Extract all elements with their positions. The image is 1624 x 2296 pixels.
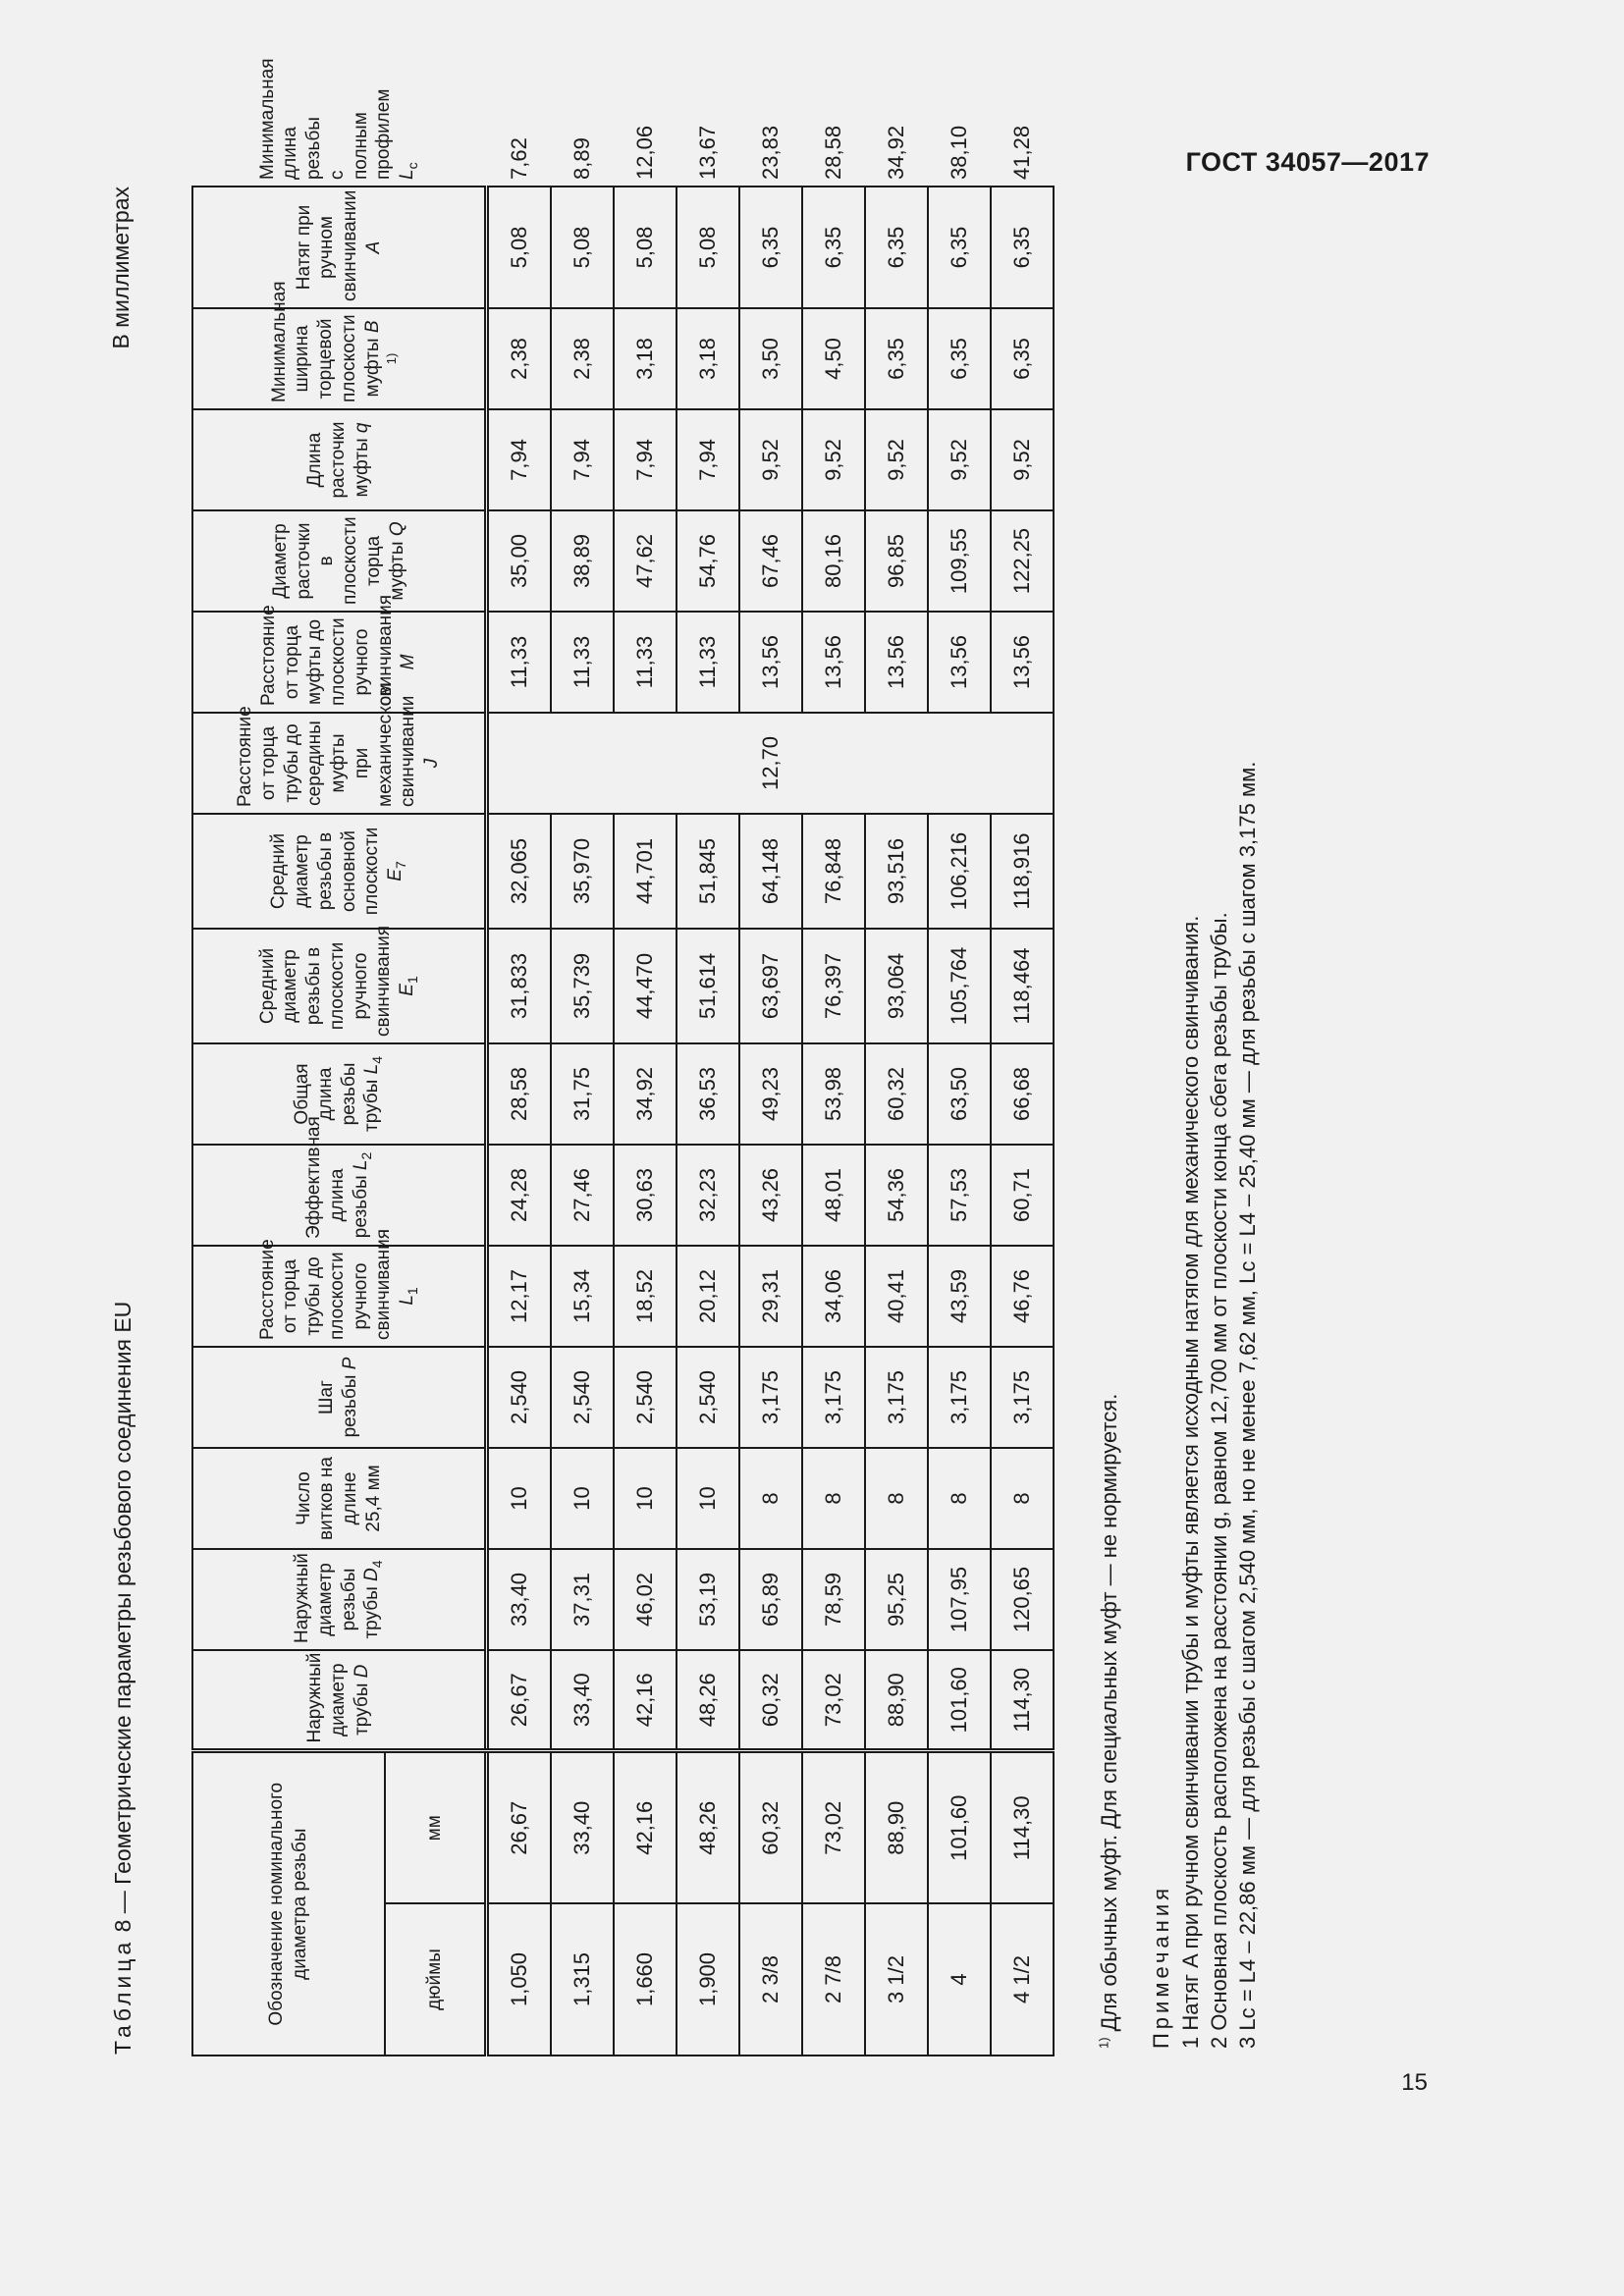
footnote: $^{1)}$ Для обычных муфт. Для специальных муфт — не нормируется. bbox=[1096, 1393, 1121, 2049]
header-col-b: Минимальная ширина торцевой плоскости муфты B $^{1)}$ bbox=[192, 308, 487, 409]
header-col-j: Расстояние от торца трубы до середины муфты при механическом свинчивании J bbox=[192, 713, 487, 814]
header-col-l4: Общая длина резьбы трубы $L_4$ bbox=[192, 1043, 487, 1145]
header-col-e7: Средний диаметр резьбы в основной плоскости $E_7$ bbox=[192, 814, 487, 929]
header-mm: мм bbox=[385, 1751, 487, 1903]
table-row: 1,315 33,40 33,40 37,31 10 2,540 15,34 27,46 31,75 35,739 35,970 11,33 38,89 7,94 2,38 5,08 8,89 bbox=[551, 187, 614, 2056]
header-col-pitch: Шаг резьбы P bbox=[192, 1347, 487, 1448]
table-row: 2 7/8 73,02 73,02 78,59 8 3,175 34,06 48,01 53,98 76,397 76,848 13,56 80,16 9,52 4,50 6,35 28,58 bbox=[802, 187, 865, 2056]
notes-title: Примечания bbox=[1149, 1884, 1174, 2049]
page-number: 15 bbox=[1401, 2069, 1428, 2096]
table-row: 4 1/2 114,30 114,30 120,65 8 3,175 46,76 60,71 66,68 118,464 118,916 13,56 122,25 9,52 6,35 6,35 41,28 bbox=[991, 187, 1054, 2056]
caption-prefix: Таблица bbox=[110, 1938, 135, 2055]
j-value-cell: 12,70 bbox=[487, 713, 1055, 814]
header-col-l1: Расстояние от торца трубы до плоскости ручного свинчивания $L_1$ bbox=[192, 1246, 487, 1347]
table-row: 4 101,60 101,60 107,95 8 3,175 43,59 57,53 63,50 105,764 106,216 13,56 109,55 9,52 6,35 6,35 38,10 bbox=[928, 187, 991, 2056]
header-col-q-len: Длина расточки муфты q bbox=[192, 409, 487, 510]
header-col-e1: Средний диаметр резьбы в плоскости ручного свинчивания $E_1$ bbox=[192, 929, 487, 1043]
note-1: 1 Натяг A при ручном свинчивании трубы и муфты является исходным натягом для механического свинчивания. bbox=[1177, 915, 1203, 2049]
header-col-q-diam: Диаметр расточки в плоскости торца муфты Q bbox=[192, 510, 487, 612]
note-3: 3 Lc = L4 – 22,86 мм — для резьбы с шагом 2,540 мм, но не менее 7,62 мм, Lc = L4 – 25,40 мм — для резьбы с шагом 3,175 мм. bbox=[1235, 761, 1260, 2049]
units-note: В миллиметрах bbox=[108, 187, 134, 349]
header-inches: дюймы bbox=[385, 1903, 487, 2056]
table-row: 3 1/2 88,90 88,90 95,25 8 3,175 40,41 54,36 60,32 93,064 93,516 13,56 96,85 9,52 6,35 6,35 34,92 bbox=[865, 187, 928, 2056]
header-col-l2: Эффективная длина резьбы $L_2$ bbox=[192, 1145, 487, 1246]
header-col-d4: Наружный диаметр резьбы трубы $D_4$ bbox=[192, 1549, 487, 1650]
standard-number: ГОСТ 34057—2017 bbox=[1185, 147, 1430, 177]
table-row: 1,900 48,26 48,26 53,19 10 2,540 20,12 32,23 36,53 51,614 51,845 11,33 54,76 7,94 3,18 5,08 13,67 bbox=[677, 187, 739, 2056]
note-2: 2 Основная плоскость расположена на расстоянии g, равном 12,700 мм от плоскости конца сбега резьбы трубы. bbox=[1206, 912, 1231, 2049]
parameters-table: Обозначение номинального диаметра резьбы Наружный диаметр трубы D Наружный диаметр резьбы трубы $D_4$ Число витков на длине 25,4 мм Шаг резьбы P Расстояние от торца трубы до плоскости ручного свинчивания $L_1$ Эффективная длина резьбы $L_2$ Общая длина резьбы трубы $L_4$ Средний диаметр резьбы в плоскости ручного свинчивания $E_1$ Средний диаметр резьбы в основной плоскости $E_7$ Расстояние от торца трубы до середины муфты при механическом свинчивании J Расстояние от торца муфты до плоскости ручного свинчивания M Диаметр расточки в плоскости торца муфты Q Длина расточки муфты q Минимальная ширина торцевой плоскости муфты B $^{1)}$ Натяг при ручном свинчивании A Минимальная длина резьбы с полным профилем $L_c$ дюймы мм 1,050 26,67 26,67 33,40 10 2,540 12,17 24,28 28,58 31,833 32,065 12,70 11,33 35,00 7,94 2,38 5,08 7,62 1,315 33,40 33,40 37,31 10 2,540 15,34 27,46 31,75 35,739 35,970 11,33 38,89 7,94 2,38 5,08 8,89 1,660 42,16 42,16 46,02 10 2,540 18,52 30,63 34,92 44,470 44,701 11,33 47,62 7,94 3,18 5,08 12,06 1,900 48,26 48,26 53,19 10 2,540 20,12 32,23 36,53 51,614 51,845 11,33 54,76 7,94 3,18 5,08 13,67 2 3/8 60,32 60,32 65,89 8 3,175 29,31 43,26 49,23 63,697 64,148 13,56 67,46 9,52 3,50 6,35 23,83 2 7/8 73,02 73,02 78,59 8 3,175 34,06 48,01 53,98 76,397 76,848 13,56 80,16 9,52 4,50 6,35 28,58 3 1/2 88,90 88,90 95,25 8 3,175 40,41 54,36 60,32 93,064 93,516 13,56 96,85 9,52 6,35 6,35 34,92 4 101,60 101,60 107,95 8 3,175 43,59 57,53 63,50 105,764 106,216 13,56 109,55 9,52 6,35 6,35 38,10 4 1/2 114,30 114,30 120,65 8 3,175 46,76 60,71 66,68 118,464 118,916 13,56 122,25 9,52 6,35 6,35 41,28 bbox=[191, 186, 1055, 2056]
table-caption bbox=[110, 1302, 136, 2055]
table-row: 1,050 26,67 26,67 33,40 10 2,540 12,17 24,28 28,58 31,833 32,065 12,70 11,33 35,00 7,94 2,38 5,08 7,62 bbox=[487, 187, 552, 2056]
header-col-turns: Число витков на длине 25,4 мм bbox=[192, 1448, 487, 1549]
table-row: 1,660 42,16 42,16 46,02 10 2,540 18,52 30,63 34,92 44,470 44,701 11,33 47,62 7,94 3,18 5,08 12,06 bbox=[614, 187, 677, 2056]
header-col-d: Наружный диаметр трубы D bbox=[192, 1650, 487, 1751]
designation-header: Обозначение номинального диаметра резьбы bbox=[192, 1751, 385, 2056]
header-col-m: Расстояние от торца муфты до плоскости ручного свинчивания M bbox=[192, 612, 487, 713]
caption-number: 8 bbox=[110, 1919, 135, 1933]
caption-text: — Геометрические параметры резьбового соединения EU bbox=[110, 1301, 135, 1914]
table-notes bbox=[1095, 193, 1262, 2049]
table-row: 2 3/8 60,32 60,32 65,89 8 3,175 29,31 43,26 49,23 63,697 64,148 13,56 67,46 9,52 3,50 6,35 23,83 bbox=[739, 187, 802, 2056]
header-col-a: Натяг при ручном свинчивании A bbox=[192, 187, 487, 308]
